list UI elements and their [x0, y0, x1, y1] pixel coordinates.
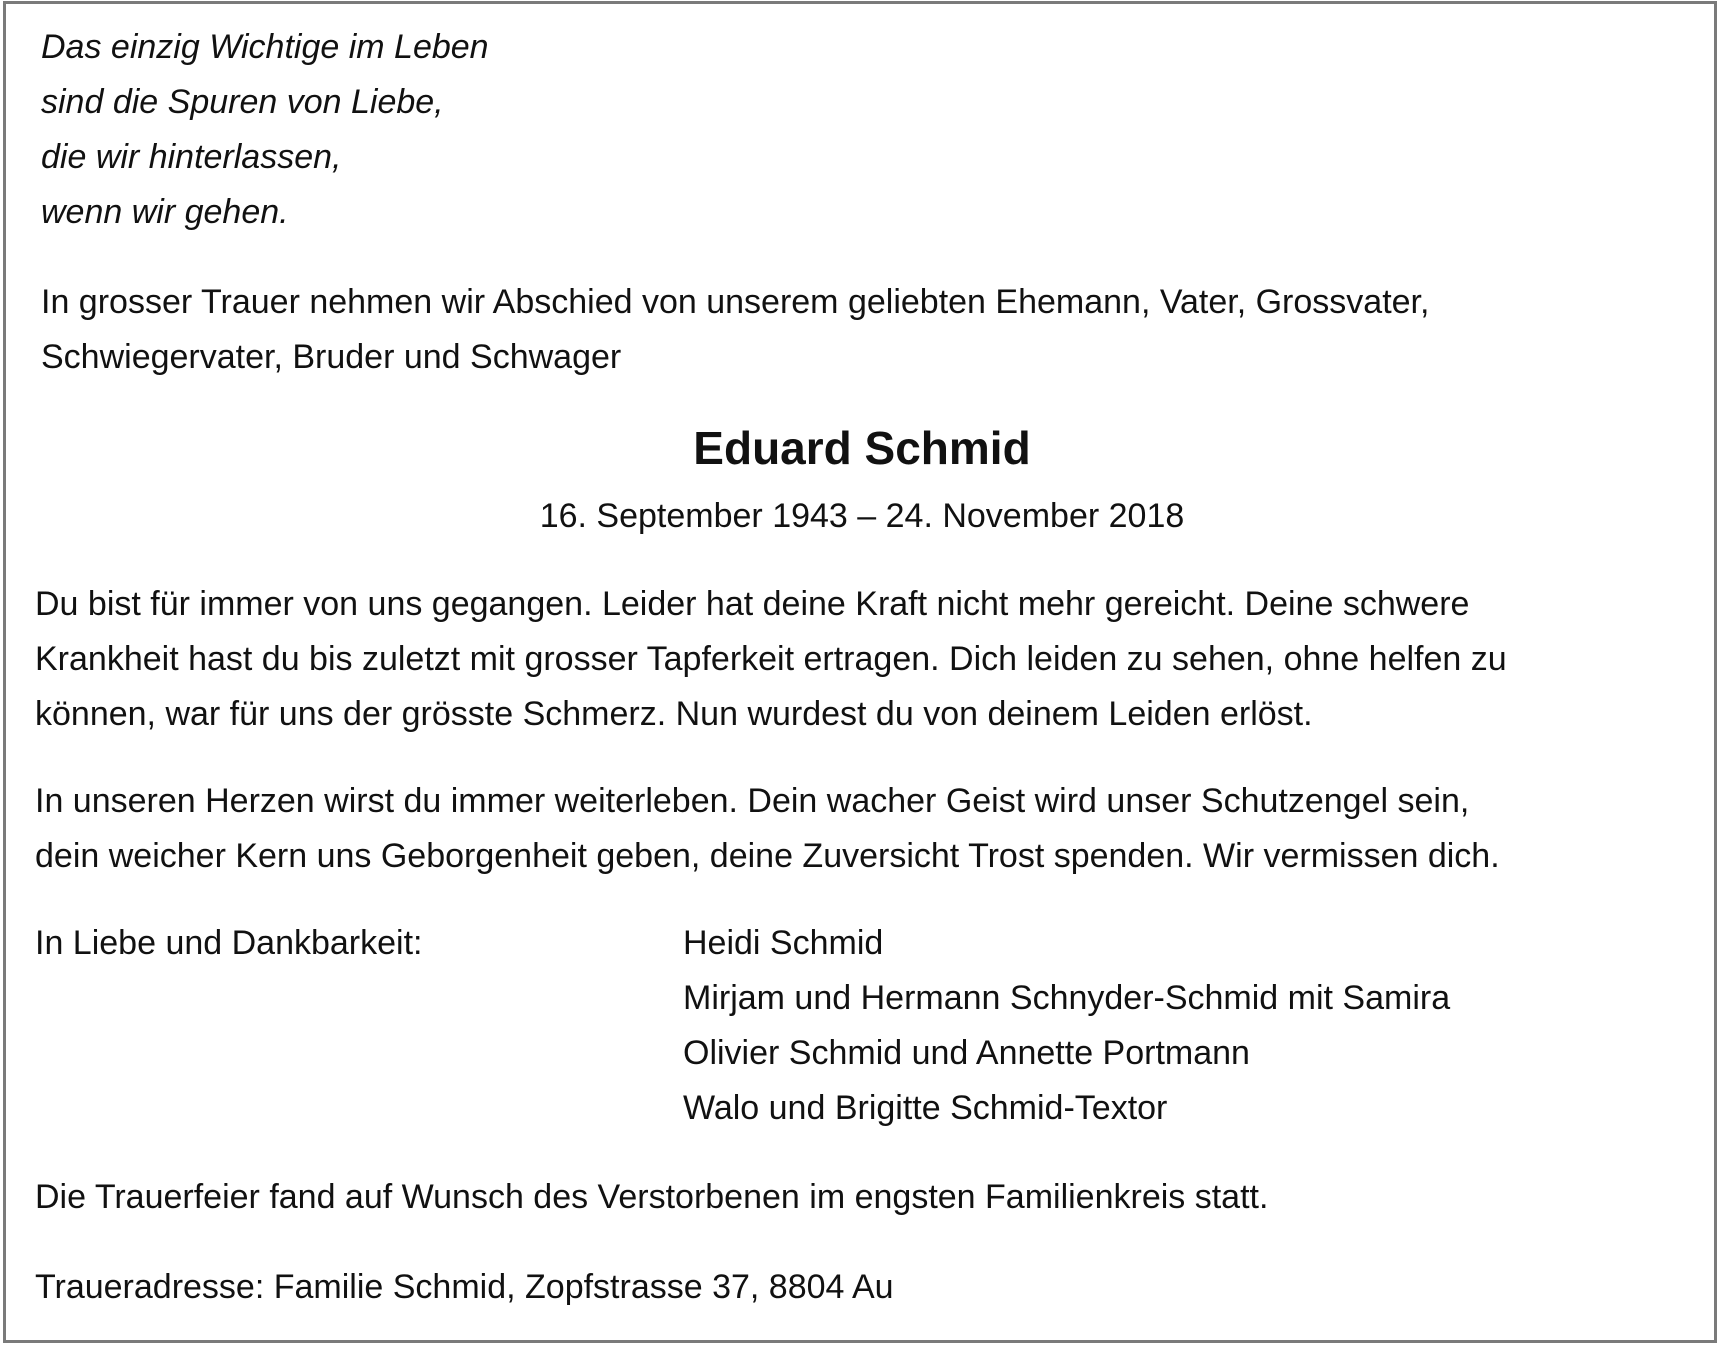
farewell-paragraph [35, 577, 1507, 742]
mourner-name: Heidi Schmid [683, 924, 884, 962]
memory-paragraph [35, 774, 1500, 884]
intro-paragraph [41, 275, 1429, 385]
intro-line: In grosser Trauer nehmen wir Abschied von unserem geliebten Ehemann, Vater, Grossvater, [41, 283, 1430, 321]
intro-line: Schwiegervater, Bruder und Schwager [41, 338, 622, 376]
farewell-line: Krankheit hast du bis zuletzt mit grosser Tapferkeit ertragen. Dich leiden zu sehen, ohne helfen zu [35, 640, 1507, 678]
memory-line: dein weicher Kern uns Geborgenheit geben, deine Zuversicht Trost spenden. Wir vermissen dich. [35, 837, 1500, 875]
farewell-line: können, war für uns der grösste Schmerz. Nun wurdest du von deinem Leiden erlöst. [35, 695, 1313, 733]
mourner-name: Mirjam und Hermann Schnyder-Schmid mit Samira [683, 979, 1451, 1017]
poem-line: Das einzig Wichtige im Leben [41, 28, 489, 66]
ceremony-note: Die Trauerfeier fand auf Wunsch des Verstorbenen im engsten Familienkreis statt. [35, 1178, 1269, 1216]
mourners-label: In Liebe und Dankbarkeit: [35, 924, 423, 962]
farewell-line: Du bist für immer von uns gegangen. Leider hat deine Kraft nicht mehr gereicht. Deine schwere [35, 585, 1470, 623]
mourning-address: Traueradresse: Familie Schmid, Zopfstrasse 37, 8804 Au [35, 1268, 894, 1306]
poem-line: sind die Spuren von Liebe, [41, 83, 444, 121]
mourner-name: Walo und Brigitte Schmid-Textor [683, 1089, 1168, 1127]
poem-line: die wir hinterlassen, [41, 138, 342, 176]
deceased-name: Eduard Schmid [693, 422, 1031, 474]
poem-line: wenn wir gehen. [41, 193, 289, 231]
memory-line: In unseren Herzen wirst du immer weiterleben. Dein wacher Geist wird unser Schutzengel sein, [35, 782, 1470, 820]
life-dates: 16. September 1943 – 24. November 2018 [539, 497, 1185, 535]
poem [41, 20, 489, 240]
mourners-list [683, 916, 1450, 1136]
mourner-name: Olivier Schmid und Annette Portmann [683, 1034, 1250, 1072]
